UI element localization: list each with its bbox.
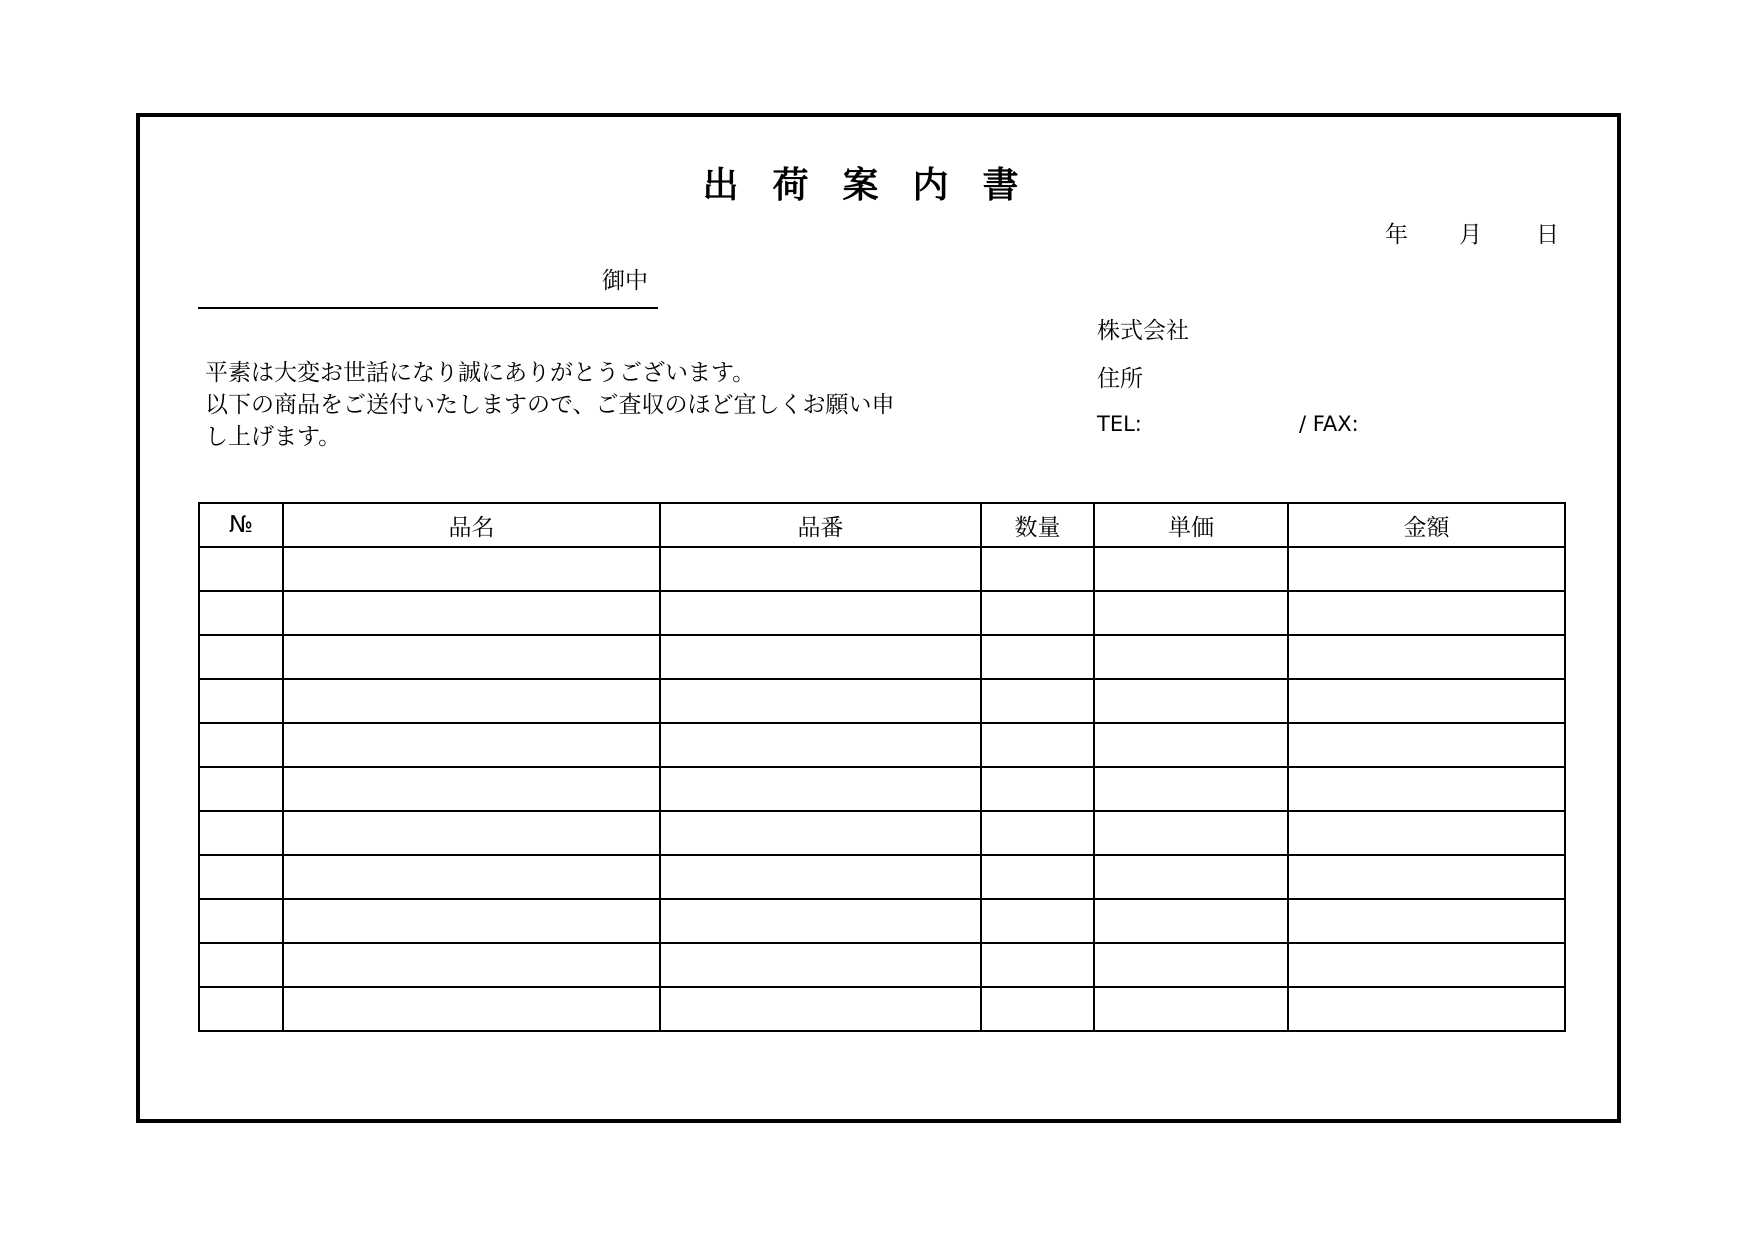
cell-amount	[1288, 547, 1565, 591]
cell-quantity	[981, 679, 1094, 723]
cell-quantity	[981, 591, 1094, 635]
cell-item-name	[283, 679, 660, 723]
cell-item-code	[660, 635, 981, 679]
greeting-line: 以下の商品をご送付いたしますので、ご査収のほど宜しくお願い申	[205, 392, 895, 418]
sender-address: 住所	[1097, 366, 1143, 392]
header-quantity: 数量	[981, 503, 1094, 547]
cell-item-name	[283, 547, 660, 591]
cell-unit-price	[1094, 591, 1288, 635]
cell-number	[199, 767, 283, 811]
table-row	[199, 943, 1565, 987]
cell-item-code	[660, 723, 981, 767]
date-day-label: 日	[1536, 222, 1559, 248]
cell-unit-price	[1094, 547, 1288, 591]
cell-quantity	[981, 943, 1094, 987]
table-row	[199, 723, 1565, 767]
cell-item-code	[660, 679, 981, 723]
cell-quantity	[981, 767, 1094, 811]
cell-amount	[1288, 811, 1565, 855]
header-amount: 金額	[1288, 503, 1565, 547]
cell-item-code	[660, 899, 981, 943]
date-month-label: 月	[1459, 222, 1482, 248]
cell-number	[199, 811, 283, 855]
table-row	[199, 635, 1565, 679]
cell-item-name	[283, 855, 660, 899]
header-number: №	[199, 503, 283, 547]
header-unit-price: 単価	[1094, 503, 1288, 547]
cell-amount	[1288, 723, 1565, 767]
cell-amount	[1288, 987, 1565, 1031]
cell-quantity	[981, 987, 1094, 1031]
table-row	[199, 767, 1565, 811]
cell-amount	[1288, 635, 1565, 679]
date-year-label: 年	[1385, 222, 1408, 248]
cell-number	[199, 899, 283, 943]
cell-item-code	[660, 767, 981, 811]
table-row	[199, 855, 1565, 899]
cell-item-name	[283, 899, 660, 943]
table-row	[199, 899, 1565, 943]
cell-unit-price	[1094, 987, 1288, 1031]
cell-amount	[1288, 591, 1565, 635]
cell-unit-price	[1094, 811, 1288, 855]
cell-quantity	[981, 811, 1094, 855]
cell-item-code	[660, 591, 981, 635]
items-table	[198, 502, 1566, 1032]
table-row	[199, 987, 1565, 1031]
cell-number	[199, 635, 283, 679]
cell-item-name	[283, 987, 660, 1031]
cell-quantity	[981, 723, 1094, 767]
greeting-text	[205, 357, 965, 453]
table-row	[199, 679, 1565, 723]
table-row	[199, 811, 1565, 855]
cell-item-name	[283, 811, 660, 855]
cell-unit-price	[1094, 855, 1288, 899]
cell-number	[199, 679, 283, 723]
table-header-row	[199, 503, 1565, 547]
sender-fax-label: / FAX:	[1299, 412, 1359, 436]
cell-unit-price	[1094, 767, 1288, 811]
table-row	[199, 547, 1565, 591]
cell-item-code	[660, 855, 981, 899]
table-body	[199, 547, 1565, 1031]
sender-company: 株式会社	[1097, 318, 1189, 344]
greeting-line: し上げます。	[205, 424, 342, 450]
cell-unit-price	[1094, 943, 1288, 987]
cell-item-code	[660, 943, 981, 987]
header-item-code: 品番	[660, 503, 981, 547]
cell-item-name	[283, 943, 660, 987]
cell-amount	[1288, 679, 1565, 723]
cell-number	[199, 987, 283, 1031]
cell-item-name	[283, 591, 660, 635]
cell-item-code	[660, 811, 981, 855]
cell-item-code	[660, 987, 981, 1031]
cell-item-name	[283, 767, 660, 811]
greeting-line: 平素は大変お世話になり誠にありがとうございます。	[205, 360, 756, 386]
cell-amount	[1288, 767, 1565, 811]
cell-quantity	[981, 899, 1094, 943]
sender-tel-label: TEL:	[1097, 412, 1142, 436]
cell-amount	[1288, 855, 1565, 899]
cell-unit-price	[1094, 723, 1288, 767]
cell-number	[199, 591, 283, 635]
cell-number	[199, 723, 283, 767]
cell-number	[199, 943, 283, 987]
cell-item-name	[283, 635, 660, 679]
document-title: 出荷案内書	[702, 165, 1053, 206]
cell-quantity	[981, 635, 1094, 679]
cell-unit-price	[1094, 899, 1288, 943]
cell-number	[199, 547, 283, 591]
cell-number	[199, 855, 283, 899]
cell-unit-price	[1094, 635, 1288, 679]
cell-item-code	[660, 547, 981, 591]
cell-quantity	[981, 855, 1094, 899]
cell-unit-price	[1094, 679, 1288, 723]
recipient-suffix: 御中	[602, 268, 648, 294]
cell-item-name	[283, 723, 660, 767]
recipient-name-line	[198, 307, 658, 309]
cell-quantity	[981, 547, 1094, 591]
table-row	[199, 591, 1565, 635]
header-item-name: 品名	[283, 503, 660, 547]
cell-amount	[1288, 899, 1565, 943]
cell-amount	[1288, 943, 1565, 987]
